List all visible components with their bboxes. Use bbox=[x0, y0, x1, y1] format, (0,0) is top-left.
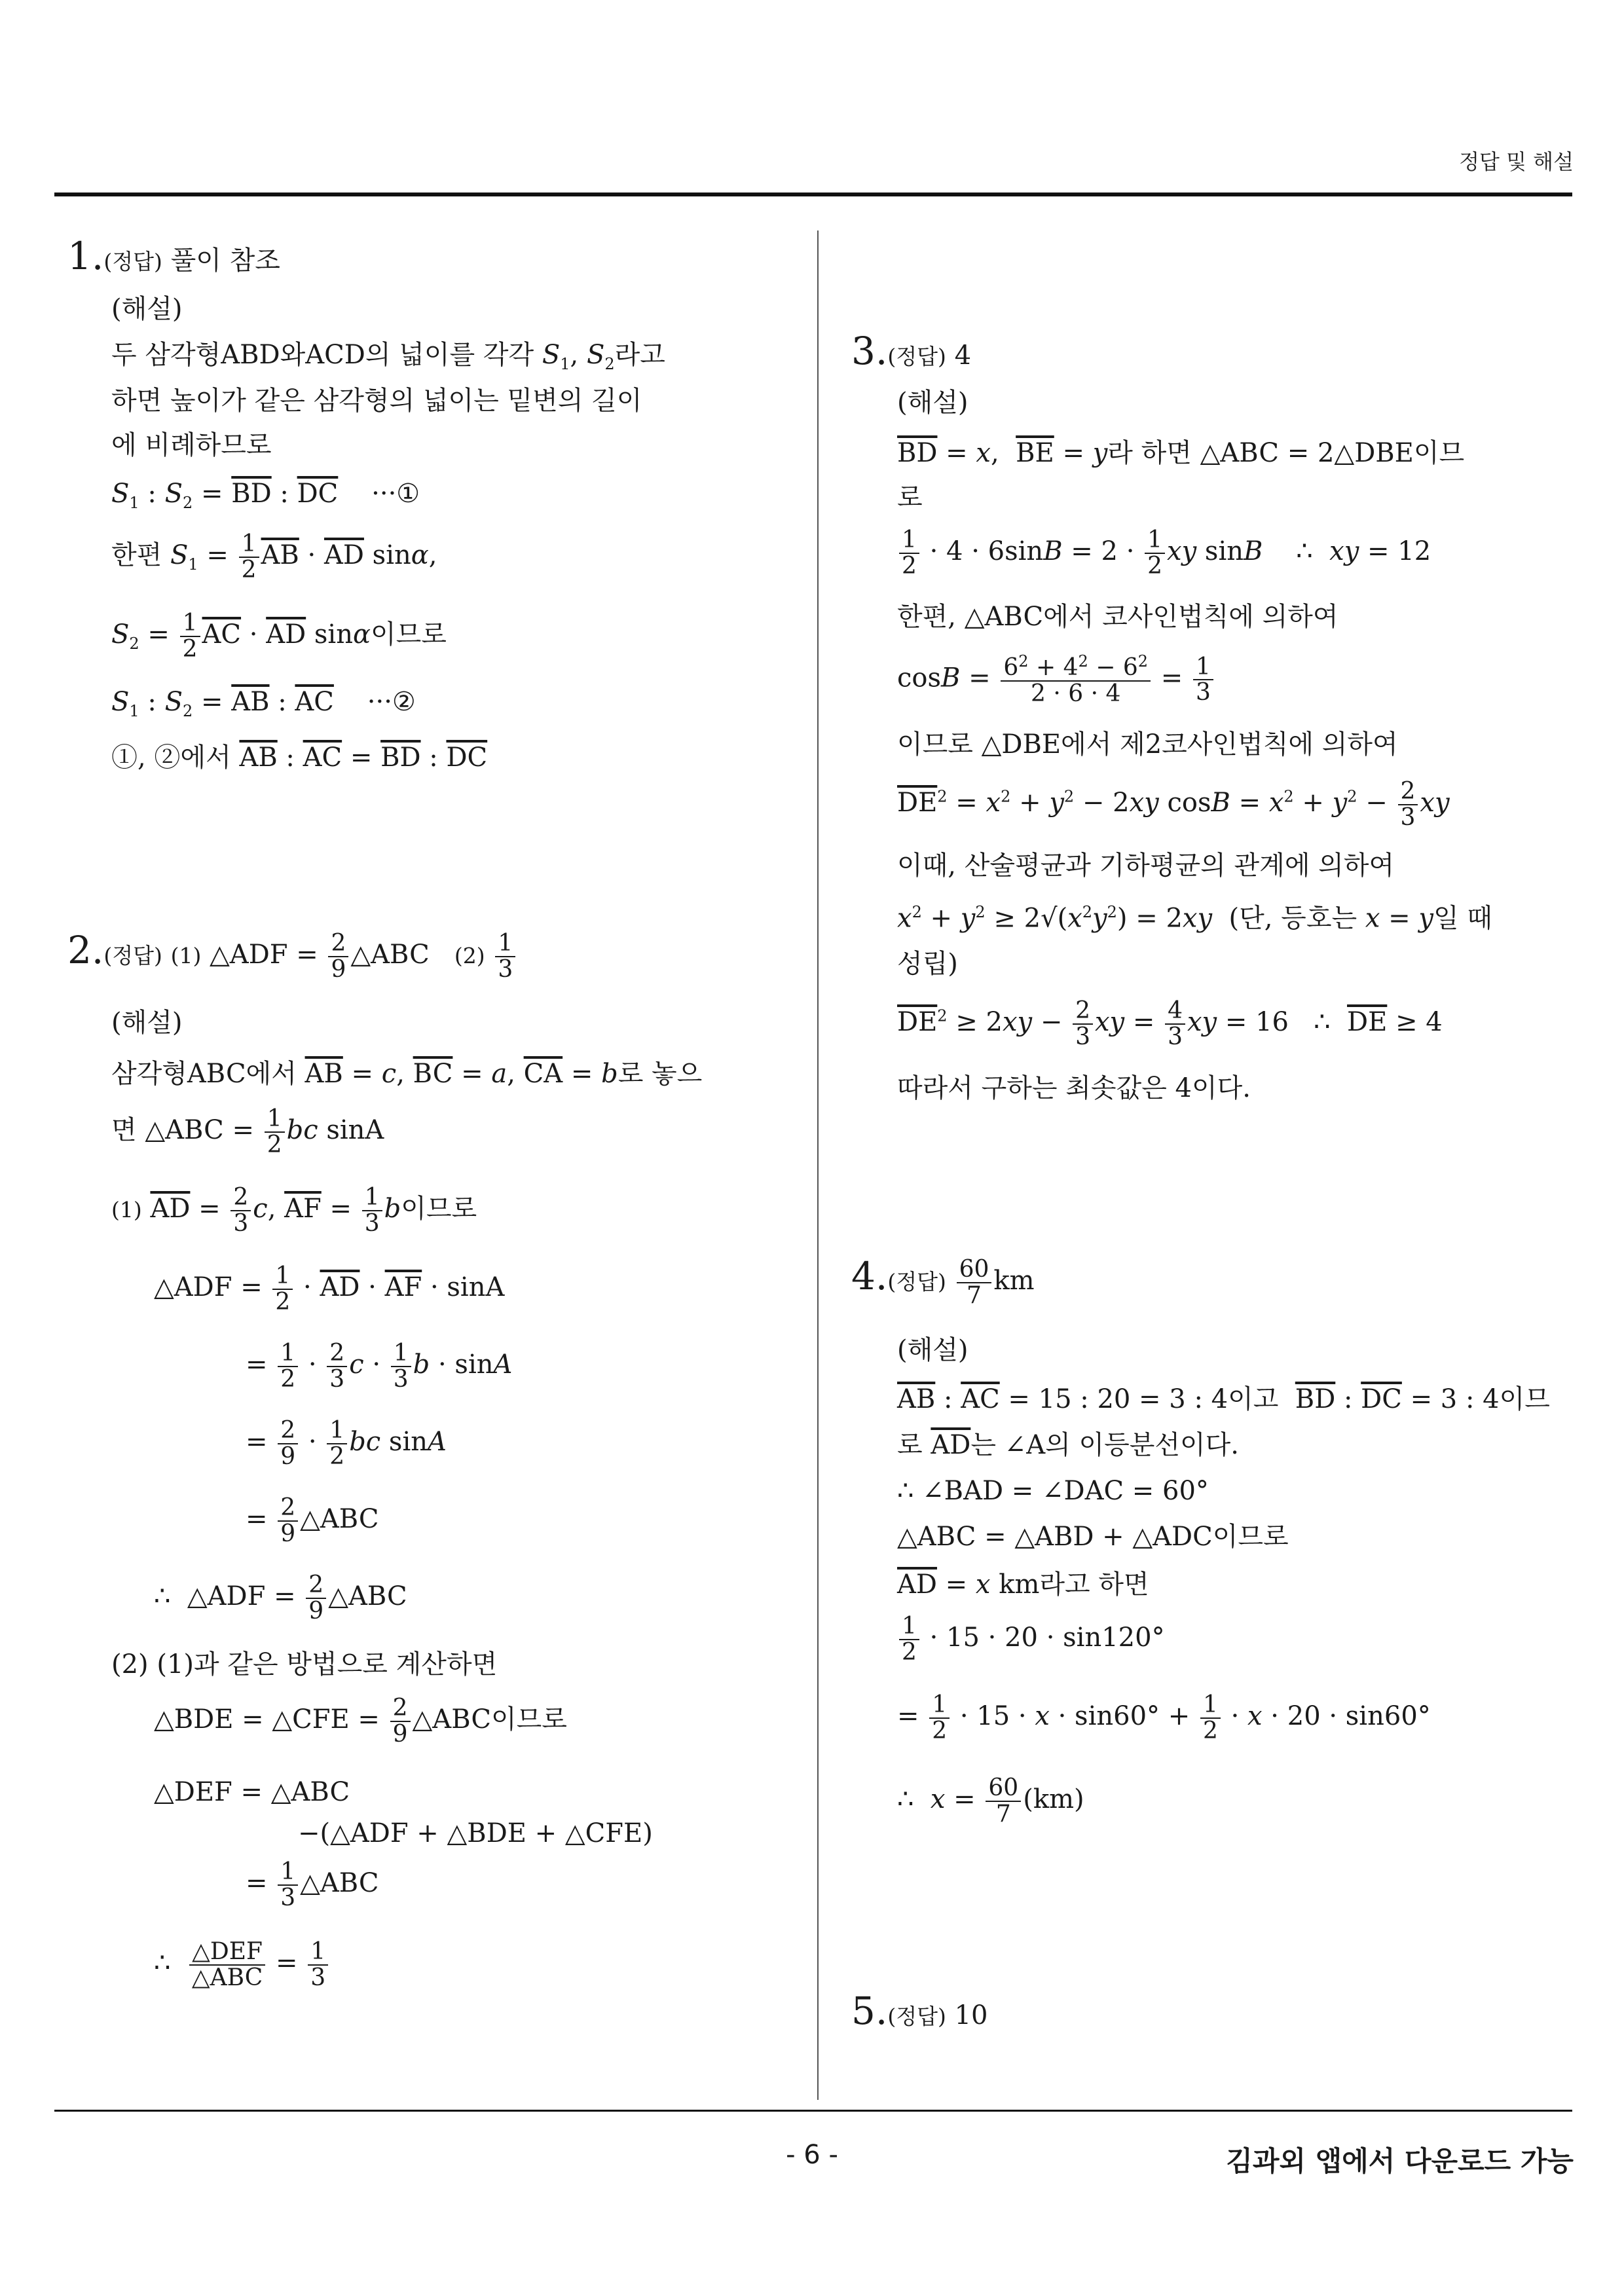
q3-text-4: 이므로 △DBE에서 제2코사인법칙에 의하여 bbox=[897, 729, 1398, 760]
q2-eq-7: △DEF = △ABC bbox=[154, 1777, 350, 1807]
q3-eq-3: $\overline{DE}^2 = x^2 + y^2 - 2xy$ $\cos B = x^2 + y^2$ − $\frac{2}{3}$ xy bbox=[897, 778, 1450, 831]
bottom-rule bbox=[54, 2110, 1572, 2112]
q2-text-3: (1) $\overline{AD}$ = $\frac{2}{3}$ c, $\overline{AF}$ = $\frac{1}{3}$ b이므로 bbox=[111, 1184, 477, 1237]
q5-answer: 10 bbox=[954, 2000, 988, 2030]
q1-answer-line bbox=[67, 236, 280, 278]
page-number: - 6 - bbox=[786, 2140, 838, 2170]
q2-number: 2. bbox=[67, 928, 104, 972]
q2-eq-4: = $\frac{2}{9}$ △ABC bbox=[246, 1494, 379, 1547]
q2-answer-line: 2.(정답) (1) △ADF = $\frac{2}{9}$ △ABC (2) $\frac{1}{3}$ bbox=[67, 930, 517, 982]
q3-answer-line bbox=[851, 331, 971, 373]
q4-number: 4. bbox=[851, 1254, 888, 1298]
q3-eq-1: $\frac{1}{2}$ · 4 · 6sinB = 2 · $\frac{1}{2}$ xy sinB ∴ xy = 12 bbox=[897, 528, 1431, 579]
q1-eq-3: $S_2$ = $\frac{1}{2}$ $\overline{AC} \cdot \overline{AD}$ sinα이므로 bbox=[111, 610, 447, 663]
q3-text-2: 로 bbox=[897, 483, 923, 513]
q4-solution-label: (해설) bbox=[897, 1335, 969, 1365]
q2-eq-6: △BDE = △CFE = $\frac{2}{9}$ △ABC이므로 bbox=[154, 1695, 567, 1748]
q1-answer: 풀이 참조 bbox=[170, 246, 280, 276]
q4-eq-3: ∴ x = $\frac{60}{7}$ (km) bbox=[897, 1774, 1084, 1827]
q3-text-6: 성립) bbox=[897, 949, 958, 979]
q3-eq-5: $\overline{DE}^2 \ge 2xy$ − $\frac{2}{3}$ xy = $\frac{4}{3}$ xy = 16 ∴ $\overline{DE} \ge 4$ bbox=[897, 997, 1443, 1050]
q1-number: 1. bbox=[67, 234, 104, 278]
q2-eq-10: ∴ △DEF △ABC = $\frac{1}{3}$ bbox=[154, 1939, 330, 1991]
top-rule bbox=[54, 193, 1572, 196]
q1-eq-5: ①, ②에서 $\overline{AB}$ : $\overline{AC} = \overline{BD}$ : $\overline{DC}$ bbox=[111, 743, 488, 773]
download-promo: 김과외 앱에서 다운로드 가능 bbox=[1226, 2145, 1574, 2177]
q2-eq-8: −(△ADF + △BDE + △CFE) bbox=[298, 1818, 653, 1848]
q5-number: 5. bbox=[851, 1989, 888, 2033]
q3-answer-label: (정답) bbox=[887, 344, 946, 369]
q2-eq-1: △ADF = $\frac{1}{2}$ · $\overline{AD} \cdot \overline{AF} \cdot \sin A$ bbox=[154, 1262, 505, 1315]
q2-eq-5: ∴ △ADF = $\frac{2}{9}$ △ABC bbox=[154, 1571, 407, 1625]
q3-solution-label: (해설) bbox=[897, 388, 969, 418]
q5-answer-label: (정답) bbox=[887, 2004, 946, 2029]
q4-text-1: $\overline{AB}$ : $\overline{AC} = 15$ : 20 = 3 : 4이고 $\overline{BD}$ : $\overline{DC} = 3$ : 4이므 bbox=[897, 1384, 1550, 1414]
q4-text-3: ∴ ∠BAD = ∠DAC = 60° bbox=[897, 1476, 1209, 1506]
q5-answer-line bbox=[851, 1991, 987, 2032]
q1-text-2: 하면 높이가 같은 삼각형의 넓이는 밑변의 길이 bbox=[111, 386, 642, 416]
q4-answer-line: 4.(정답) $\frac{60}{7}$ km bbox=[851, 1254, 1035, 1309]
q2-text-1: 삼각형ABC에서 $\overline{AB} = c$, $\overline{BC} = a$, $\overline{CA} = b$로 놓으 bbox=[111, 1059, 703, 1089]
q2-answer-label: (정답) bbox=[103, 943, 162, 968]
q1-text-3: 에 비례하므로 bbox=[111, 430, 272, 460]
q1-answer-label: (정답) bbox=[103, 249, 162, 274]
q2-eq-9: = $\frac{1}{3}$ △ABC bbox=[246, 1858, 379, 1911]
q2-eq-2: = $\frac{1}{2}$ · $\frac{2}{3}$ c · $\frac{1}{3}$ b · sinA bbox=[246, 1340, 513, 1393]
q2-text-2: 면 △ABC = $\frac{1}{2}$ bc sinA bbox=[111, 1105, 384, 1158]
q3-eq-2: cosB = $\frac{6^2 + 4^2 - 6^2}{2 \cdot 6 \cdot 4}$ = $\frac{1}{3}$ bbox=[897, 653, 1215, 707]
q4-eq-2: = $\frac{1}{2}$ · 15 · x · sin60° + $\frac{1}{2}$ · x · 20 · sin60° bbox=[897, 1691, 1431, 1744]
q3-eq-4: $x^2 + y^2 \ge 2√(x^2y^2) = 2xy$ (단, 등호는 x = y일 때 bbox=[897, 903, 1492, 934]
q1-eq-4: $S_1$ : $S_2 = \overline{AB}$ : $\overline{AC}$ ···② bbox=[111, 687, 416, 720]
q2-eq-3: = $\frac{2}{9}$ · $\frac{1}{2}$ bc sinA bbox=[246, 1417, 447, 1470]
q2-text-4: (2) (1)과 같은 방법으로 계산하면 bbox=[111, 1649, 498, 1680]
q1-eq-2: 한편 $S_1$ = $\frac{1}{2}$ $\overline{AB} \cdot \overline{AD}$ sinα, bbox=[111, 530, 437, 583]
q3-number: 3. bbox=[851, 329, 888, 373]
q1-text-1: 두 삼각형ABD와ACD의 넓이를 각각 $S_1$, $S_2$라고 bbox=[111, 340, 665, 373]
q3-text-3: 한편, △ABC에서 코사인법칙에 의하여 bbox=[897, 602, 1338, 632]
header-title: 정답 및 해설 bbox=[1459, 149, 1574, 174]
q3-text-5: 이때, 산술평균과 기하평균의 관계에 의하여 bbox=[897, 851, 1395, 881]
q4-eq-1: $\frac{1}{2}$ · 15 · 20 · sin120° bbox=[897, 1614, 1165, 1665]
q3-text-7: 따라서 구하는 최솟값은 4이다. bbox=[897, 1073, 1251, 1103]
q1-eq-1: $S_1$ : $S_2 = \overline{BD}$ : $\overline{DC}$ ···① bbox=[111, 479, 420, 512]
q4-text-5: $\overline{AD} = x$ km라고 하면 bbox=[897, 1570, 1149, 1600]
q2-solution-label: (해설) bbox=[111, 1008, 183, 1038]
q4-answer-label: (정답) bbox=[887, 1269, 946, 1294]
q3-text-1: $\overline{BD} = x$, $\overline{BE} = y$라 하면 △ABC = 2△DBE이므 bbox=[897, 438, 1465, 468]
q4-text-4: △ABC = △ABD + △ADC이므로 bbox=[897, 1522, 1289, 1552]
q4-text-2: 로 $\overline{AD}$는 ∠A의 이등분선이다. bbox=[897, 1430, 1239, 1460]
q3-answer: 4 bbox=[954, 340, 972, 371]
q1-solution-label: (해설) bbox=[111, 294, 183, 324]
column-divider bbox=[817, 230, 819, 2100]
